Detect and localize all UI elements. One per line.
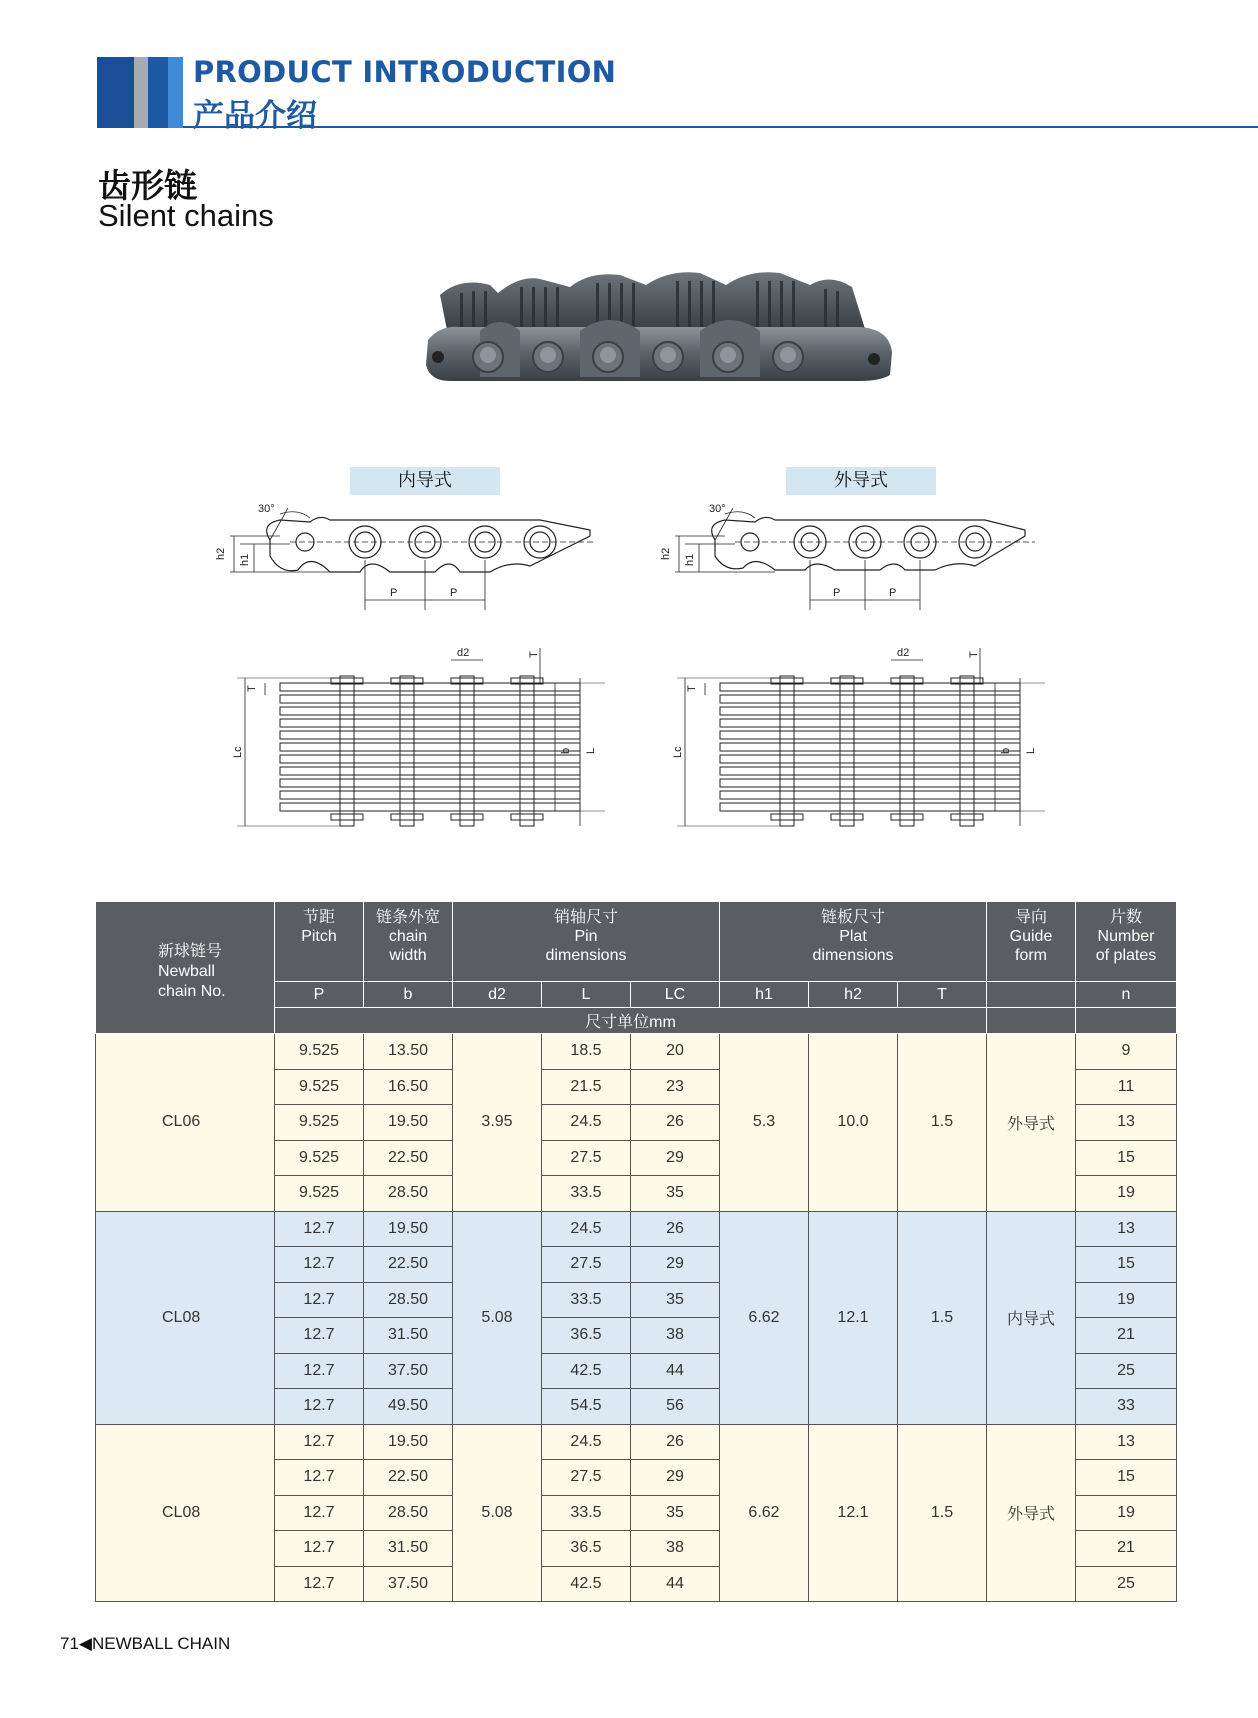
cell-d2: 3.95 bbox=[453, 1034, 542, 1212]
header-symbol-h2: h2 bbox=[809, 982, 898, 1008]
cell-lc: 38 bbox=[631, 1318, 720, 1354]
cell-plates: 33 bbox=[1076, 1389, 1177, 1425]
cell-lc: 29 bbox=[631, 1460, 720, 1496]
pitch-label: P bbox=[833, 587, 841, 599]
header-number bbox=[1076, 902, 1177, 982]
cell-l: 27.5 bbox=[542, 1460, 631, 1496]
t-label: T bbox=[686, 685, 698, 692]
h1-label: h1 bbox=[684, 553, 696, 566]
header-width-cn: 链条外宽 bbox=[375, 909, 440, 926]
h1-label: h1 bbox=[239, 553, 251, 566]
cell-l: 33.5 bbox=[542, 1495, 631, 1531]
cell-pitch: 9.525 bbox=[275, 1034, 364, 1070]
cell-width: 49.50 bbox=[364, 1389, 453, 1425]
header-rule bbox=[183, 126, 1258, 128]
cell-t: 1.5 bbox=[898, 1034, 987, 1212]
brand-name: NEWBALL CHAIN bbox=[92, 1634, 231, 1653]
cell-pitch: 12.7 bbox=[275, 1460, 364, 1496]
header-model-en: Newball bbox=[158, 962, 215, 980]
section-title-cn: 产品介绍 bbox=[193, 98, 317, 134]
cell-plates: 13 bbox=[1076, 1211, 1177, 1247]
cell-model: CL06 bbox=[96, 1034, 275, 1212]
cell-pitch: 12.7 bbox=[275, 1495, 364, 1531]
header-unit-blank bbox=[987, 1008, 1076, 1034]
header-pitch-cn: 节距 bbox=[302, 909, 335, 926]
b-label: b bbox=[560, 747, 572, 754]
cell-l: 18.5 bbox=[542, 1034, 631, 1070]
cell-l: 33.5 bbox=[542, 1282, 631, 1318]
cell-l: 24.5 bbox=[542, 1105, 631, 1141]
cell-width: 16.50 bbox=[364, 1069, 453, 1105]
cell-l: 54.5 bbox=[542, 1389, 631, 1425]
cell-t: 1.5 bbox=[898, 1424, 987, 1602]
cell-plates: 15 bbox=[1076, 1247, 1177, 1283]
cell-pitch: 12.7 bbox=[275, 1318, 364, 1354]
t-label: T bbox=[968, 651, 980, 658]
cell-l: 24.5 bbox=[542, 1424, 631, 1460]
outer-guide-caption: 外导式 bbox=[786, 467, 936, 495]
header-pin-en: dimensions bbox=[545, 947, 627, 964]
cell-width: 37.50 bbox=[364, 1353, 453, 1389]
cell-model: CL08 bbox=[96, 1424, 275, 1602]
cell-pitch: 12.7 bbox=[275, 1424, 364, 1460]
cell-h1: 6.62 bbox=[720, 1211, 809, 1424]
cell-lc: 35 bbox=[631, 1176, 720, 1212]
header-number-cn: 片数 bbox=[1109, 909, 1142, 926]
cell-width: 22.50 bbox=[364, 1140, 453, 1176]
cell-l: 21.5 bbox=[542, 1069, 631, 1105]
pitch-label: P bbox=[390, 587, 398, 599]
cell-pitch: 12.7 bbox=[275, 1247, 364, 1283]
cell-plates: 25 bbox=[1076, 1566, 1177, 1602]
header-symbol-p: P bbox=[275, 982, 364, 1008]
cell-h2: 12.1 bbox=[809, 1424, 898, 1602]
cell-plates: 13 bbox=[1076, 1105, 1177, 1141]
cell-plates: 19 bbox=[1076, 1176, 1177, 1212]
cell-l: 27.5 bbox=[542, 1247, 631, 1283]
outer-guide-top-view bbox=[665, 648, 1085, 838]
cell-lc: 29 bbox=[631, 1140, 720, 1176]
cell-plates: 9 bbox=[1076, 1034, 1177, 1070]
cell-lc: 35 bbox=[631, 1282, 720, 1318]
pitch-label: P bbox=[889, 587, 897, 599]
cell-lc: 20 bbox=[631, 1034, 720, 1070]
outer-guide-side-view bbox=[655, 500, 1055, 625]
lc-label: Lc bbox=[672, 746, 684, 758]
header-symbol-n: n bbox=[1076, 982, 1177, 1008]
product-title-cn: 齿形链 bbox=[98, 166, 197, 205]
d2-label: d2 bbox=[897, 648, 910, 659]
header-number-en: Number bbox=[1097, 928, 1155, 945]
cell-l: 42.5 bbox=[542, 1353, 631, 1389]
inner-guide-top-view bbox=[225, 648, 645, 838]
cell-pitch: 12.7 bbox=[275, 1282, 364, 1318]
cell-guide: 外导式 bbox=[987, 1034, 1076, 1212]
cell-lc: 26 bbox=[631, 1424, 720, 1460]
cell-l: 24.5 bbox=[542, 1211, 631, 1247]
t-label: T bbox=[246, 685, 258, 692]
header-width-en: chain bbox=[388, 928, 428, 945]
cell-width: 28.50 bbox=[364, 1282, 453, 1318]
header-symbol-b: b bbox=[364, 982, 453, 1008]
header-guide bbox=[987, 902, 1076, 982]
cell-h1: 6.62 bbox=[720, 1424, 809, 1602]
cell-lc: 35 bbox=[631, 1495, 720, 1531]
cell-lc: 29 bbox=[631, 1247, 720, 1283]
cell-lc: 26 bbox=[631, 1211, 720, 1247]
angle-label: 30° bbox=[258, 503, 275, 515]
header-accent-bar bbox=[134, 57, 148, 128]
cell-l: 36.5 bbox=[542, 1318, 631, 1354]
l-label: L bbox=[585, 747, 597, 754]
header-pin-en: Pin bbox=[574, 928, 598, 945]
cell-width: 22.50 bbox=[364, 1247, 453, 1283]
l-label: L bbox=[1025, 747, 1037, 754]
cell-lc: 26 bbox=[631, 1105, 720, 1141]
cell-width: 28.50 bbox=[364, 1176, 453, 1212]
cell-plates: 11 bbox=[1076, 1069, 1177, 1105]
cell-t: 1.5 bbox=[898, 1211, 987, 1424]
cell-width: 19.50 bbox=[364, 1424, 453, 1460]
cell-plates: 21 bbox=[1076, 1318, 1177, 1354]
cell-width: 28.50 bbox=[364, 1495, 453, 1531]
cell-l: 33.5 bbox=[542, 1176, 631, 1212]
header-accent-bar bbox=[97, 57, 134, 128]
inner-guide-side-view bbox=[210, 500, 610, 625]
cell-width: 31.50 bbox=[364, 1531, 453, 1567]
cell-pitch: 9.525 bbox=[275, 1140, 364, 1176]
cell-guide: 内导式 bbox=[987, 1211, 1076, 1424]
cell-lc: 23 bbox=[631, 1069, 720, 1105]
cell-pitch: 9.525 bbox=[275, 1176, 364, 1212]
cell-pitch: 12.7 bbox=[275, 1566, 364, 1602]
cell-width: 19.50 bbox=[364, 1211, 453, 1247]
inner-guide-caption: 内导式 bbox=[350, 467, 500, 495]
cell-width: 19.50 bbox=[364, 1105, 453, 1141]
cell-d2: 5.08 bbox=[453, 1211, 542, 1424]
header-model bbox=[96, 902, 275, 1034]
cell-plates: 19 bbox=[1076, 1282, 1177, 1318]
cell-plates: 15 bbox=[1076, 1460, 1177, 1496]
cell-model: CL08 bbox=[96, 1211, 275, 1424]
cell-pitch: 12.7 bbox=[275, 1211, 364, 1247]
header-symbol-guide bbox=[987, 982, 1076, 1008]
cell-plates: 25 bbox=[1076, 1353, 1177, 1389]
t-label: T bbox=[528, 651, 540, 658]
header-pitch bbox=[275, 902, 364, 982]
header-guide-cn: 导向 bbox=[1014, 909, 1047, 926]
header-symbol-l: L bbox=[542, 982, 631, 1008]
header-pin-cn: 销轴尺寸 bbox=[553, 909, 618, 926]
triangle-left-icon: ◀ bbox=[78, 1634, 92, 1653]
header-unit: 尺寸单位mm bbox=[275, 1008, 987, 1034]
cell-width: 37.50 bbox=[364, 1566, 453, 1602]
table-row bbox=[96, 1211, 1177, 1247]
cell-plates: 21 bbox=[1076, 1531, 1177, 1567]
page-footer bbox=[60, 1634, 230, 1654]
header-guide-en: form bbox=[1015, 947, 1047, 964]
cell-lc: 38 bbox=[631, 1531, 720, 1567]
header-plate bbox=[720, 902, 987, 982]
cell-l: 27.5 bbox=[542, 1140, 631, 1176]
header-guide-en: Guide bbox=[1009, 928, 1053, 945]
b-label: b bbox=[1000, 747, 1012, 754]
silent-chain-photo bbox=[420, 265, 900, 405]
cell-h1: 5.3 bbox=[720, 1034, 809, 1212]
header-unit-blank bbox=[1076, 1008, 1177, 1034]
lc-label: Lc bbox=[232, 746, 244, 758]
header-width bbox=[364, 902, 453, 982]
header-plate-en: dimensions bbox=[812, 947, 894, 964]
cell-pitch: 9.525 bbox=[275, 1069, 364, 1105]
table-row bbox=[96, 1424, 1177, 1460]
angle-label: 30° bbox=[709, 503, 726, 515]
header-symbol-d2: d2 bbox=[453, 982, 542, 1008]
header-plate-cn: 链板尺寸 bbox=[820, 909, 885, 926]
cell-width: 22.50 bbox=[364, 1460, 453, 1496]
specification-table bbox=[95, 901, 1177, 1602]
header-pin bbox=[453, 902, 720, 982]
cell-lc: 44 bbox=[631, 1566, 720, 1602]
header-plate-en: Plat bbox=[839, 928, 867, 945]
cell-pitch: 9.525 bbox=[275, 1105, 364, 1141]
cell-h2: 10.0 bbox=[809, 1034, 898, 1212]
cell-lc: 56 bbox=[631, 1389, 720, 1425]
cell-pitch: 12.7 bbox=[275, 1353, 364, 1389]
cell-plates: 19 bbox=[1076, 1495, 1177, 1531]
header-pitch-en: Pitch bbox=[301, 928, 337, 945]
cell-width: 13.50 bbox=[364, 1034, 453, 1070]
d2-label: d2 bbox=[457, 648, 470, 659]
cell-d2: 5.08 bbox=[453, 1424, 542, 1602]
header-number-en: of plates bbox=[1095, 947, 1157, 964]
cell-plates: 13 bbox=[1076, 1424, 1177, 1460]
page-number: 71 bbox=[60, 1634, 79, 1653]
section-title-en: PRODUCT INTRODUCTION bbox=[193, 55, 617, 89]
header-symbol-t: T bbox=[898, 982, 987, 1008]
header-model-cn: 新球链号 bbox=[158, 942, 223, 960]
cell-lc: 44 bbox=[631, 1353, 720, 1389]
cell-l: 36.5 bbox=[542, 1531, 631, 1567]
h2-label: h2 bbox=[215, 547, 227, 560]
header-width-en: width bbox=[389, 947, 427, 964]
header-accent-bar bbox=[148, 57, 168, 128]
table-row bbox=[96, 1034, 1177, 1070]
cell-pitch: 12.7 bbox=[275, 1389, 364, 1425]
product-title-en: Silent chains bbox=[98, 198, 274, 233]
header-symbol-h1: h1 bbox=[720, 982, 809, 1008]
h2-label: h2 bbox=[660, 547, 672, 560]
header-model-en: chain No. bbox=[158, 982, 226, 1000]
header-symbol-lc: LC bbox=[631, 982, 720, 1008]
cell-l: 42.5 bbox=[542, 1566, 631, 1602]
cell-pitch: 12.7 bbox=[275, 1531, 364, 1567]
cell-guide: 外导式 bbox=[987, 1424, 1076, 1602]
pitch-label: P bbox=[450, 587, 458, 599]
cell-h2: 12.1 bbox=[809, 1211, 898, 1424]
cell-width: 31.50 bbox=[364, 1318, 453, 1354]
cell-plates: 15 bbox=[1076, 1140, 1177, 1176]
header-accent-bar bbox=[168, 57, 183, 128]
